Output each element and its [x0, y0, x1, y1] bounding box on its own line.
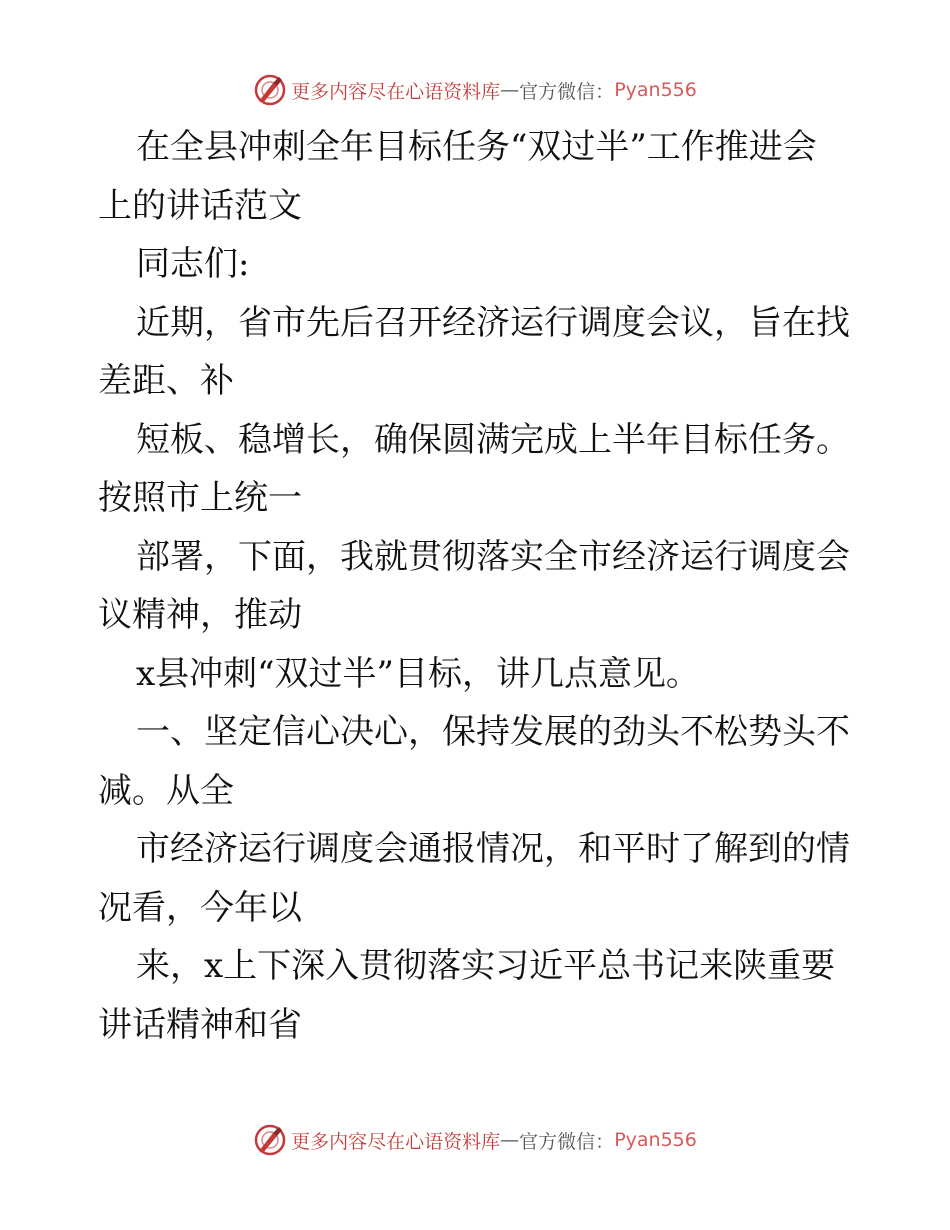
title-line-1: 在全县冲刺全年目标任务“双过半”工作推进会: [136, 127, 817, 167]
header-dash: —: [500, 79, 520, 101]
header-site-text: 更多内容尽在心语资料库: [291, 80, 501, 103]
body-line: 讲话精神和省: [98, 1004, 302, 1045]
footer-banner: [0, 1120, 950, 1160]
body-line: 来，x上下深入贯彻落实习近平总书记来陕重要: [136, 946, 836, 986]
body-line: 近期，省市先后召开经济运行调度会议，旨在找: [136, 302, 850, 343]
body-line: 减。从全: [98, 770, 234, 811]
header-wechat-label: 官方微信：: [519, 80, 615, 103]
body-line: x县冲刺“双过半”目标，讲几点意见。: [136, 653, 700, 694]
header-banner: [0, 70, 950, 110]
footer-wechat-label: 官方微信：: [519, 1130, 615, 1153]
body-line: 况看，今年以: [98, 887, 302, 928]
footer-site-text: 更多内容尽在心语资料库: [291, 1130, 501, 1153]
pen-logo-icon: [253, 1123, 287, 1157]
title-line-2: 上的讲话范文: [98, 185, 302, 226]
salutation: 同志们:: [136, 244, 250, 284]
speech-body: [98, 118, 858, 1054]
body-line: 市经济运行调度会通报情况，和平时了解到的情: [136, 829, 850, 869]
section-heading-line: 一、坚定信心决心，保持发展的劲头不松势头不: [136, 712, 850, 752]
pen-logo-icon: [253, 73, 287, 107]
header-wechat-id: Pyan556: [614, 79, 697, 101]
body-line: 短板、稳增长，确保圆满完成上半年目标任务。: [136, 419, 850, 460]
body-line: 议精神，推动: [98, 595, 302, 635]
body-line: 部署，下面，我就贯彻落实全市经济运行调度会: [136, 536, 850, 577]
footer-dash: —: [500, 1129, 520, 1151]
footer-wechat-id: Pyan556: [614, 1129, 697, 1151]
body-line: 按照市上统一: [98, 478, 302, 518]
body-line: 差距、补: [98, 361, 234, 401]
